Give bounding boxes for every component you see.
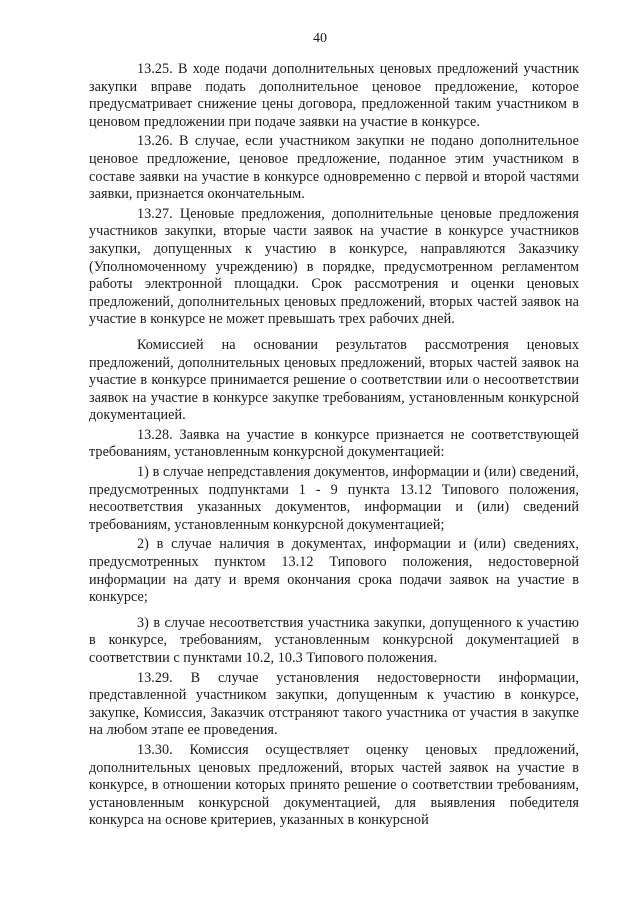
paragraph-13-27: 13.27. Ценовые предложения, дополнительные ценовые предложения участников закупки, вторые части заявок на участие в конкурсе участников закупки, допущенных к участию в конкурсе, направляются Заказчику (Уполномоченному учреждению) в порядке, предусмотренном регламентом работы электронной площадки. Срок рассмотрения и оценки ценовых предложений, дополнительных ценовых предложений, вторых частей заявок на участие в конкурсе не может превышать трех рабочих дней.: [89, 205, 579, 328]
paragraph-13-30: 13.30. Комиссия осуществляет оценку ценовых предложений, дополнительных ценовых предложений, вторых частей заявок на участие в конкурсе, в отношении которых принято решение о соответствии требованиям, установленным конкурсной документацией, для выявления победителя конкурса на основе критериев, указанных в конкурсной: [89, 741, 579, 829]
paragraph-13-25: 13.25. В ходе подачи дополнительных ценовых предложений участник закупки вправе подать дополнительное ценовое предложение, которое предусматривает снижение цены договора, предложенной таким участником в ценовом предложении при подаче заявки на участие в конкурсе.: [89, 61, 579, 130]
page-number: 40: [313, 31, 327, 46]
paragraph-commission-decision: Комиссией на основании результатов рассмотрения ценовых предложений, дополнительных ценовых предложений, вторых частей заявок на участие в конкурсе принимается решение о соответствии или о несоответствии заявок на участие в конкурсе закупке требованиям, установленным конкурсной документацией.: [89, 336, 579, 424]
paragraph-13-26: 13.26. В случае, если участником закупки не подано дополнительное ценовое предложение, ценовое предложение, поданное этим участником в составе заявки на участие в конкурсе одновременно с первой и второй частями заявки, признается окончательным.: [89, 133, 579, 203]
list-item-2: 2) в случае наличия в документах, информации и (или) сведениях, предусмотренных пунктом 13.12 Типового положения, недостоверной информации на дату и время окончания срока подачи заявок на участие в конкурсе;: [89, 536, 579, 606]
paragraph-13-28: 13.28. Заявка на участие в конкурсе признается не соответствующей требованиям, установленным конкурсной документацией:: [89, 426, 579, 461]
list-item-1: 1) в случае непредставления документов, информации и (или) сведений, предусмотренных подпунктами 1 - 9 пункта 13.12 Типового положения, несоответствия указанных документов, информации и (или) сведений требованиям, установленным конкурсной документацией;: [89, 464, 579, 533]
list-item-3: 3) в случае несоответствия участника закупки, допущенного к участию в конкурсе, требованиям, установленным конкурсной документацией в соответствии с пунктами 10.2, 10.3 Типового положения.: [89, 614, 579, 666]
paragraph-13-29: 13.29. В случае установления недостоверности информации, представленной участником закупки, допущенным к участию в конкурсе, закупке, Комиссия, Заказчик отстраняют такого участника от участия в закупке на любом этапе ее проведения.: [89, 669, 579, 739]
document-body: [89, 61, 579, 830]
